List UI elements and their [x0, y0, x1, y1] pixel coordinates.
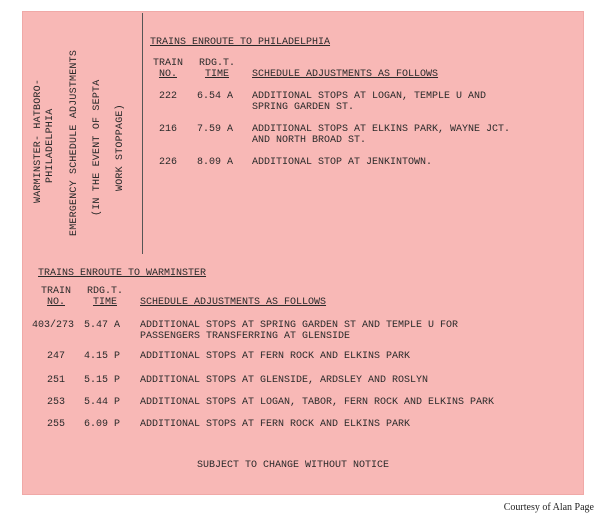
- footer-notice: SUBJECT TO CHANGE WITHOUT NOTICE: [197, 460, 390, 471]
- table-row-train: 216: [159, 124, 178, 135]
- side-title-line5: WORK STOPPAGE): [115, 104, 126, 191]
- table-row-time: 8.09 A: [197, 157, 234, 168]
- table-row-adjustment-cont: AND NORTH BROAD ST.: [252, 135, 367, 146]
- table-row-adjustment: ADDITIONAL STOPS AT SPRING GARDEN ST AND TEMPLE U FOR: [140, 320, 459, 331]
- table-row-train: 222: [159, 91, 178, 102]
- table-row-time: 5.15 P: [84, 375, 121, 386]
- side-title-line2: PHILADELPHIA: [45, 108, 56, 183]
- side-title-line4: (IN THE EVENT OF SEPTA: [92, 79, 103, 216]
- schedule-card: [22, 11, 584, 495]
- side-title-line1: WARMINSTER- HATBORO-: [33, 78, 44, 203]
- table-row-adjustment: ADDITIONAL STOPS AT GLENSIDE, ARDSLEY AND ROSLYN: [140, 375, 429, 386]
- table-row-time: 4.15 P: [84, 351, 121, 362]
- table-row-train: 226: [159, 157, 178, 168]
- philadelphia-col-time: RDG.T. TIME: [198, 58, 235, 80]
- warminster-col-train: TRAIN NO.: [40, 286, 71, 308]
- table-row-adjustment: ADDITIONAL STOP AT JENKINTOWN.: [252, 157, 433, 168]
- table-row-adjustment-cont: SPRING GARDEN ST.: [252, 102, 355, 113]
- table-row-train: 403/273: [32, 320, 75, 331]
- table-row-adjustment: ADDITIONAL STOPS AT LOGAN, TABOR, FERN ROCK AND ELKINS PARK: [140, 397, 495, 408]
- table-row-time: 5.44 P: [84, 397, 121, 408]
- table-row-adjustment: ADDITIONAL STOPS AT FERN ROCK AND ELKINS PARK: [140, 419, 411, 430]
- table-row-time: 5.47 A: [84, 320, 121, 331]
- table-row-time: 7.59 A: [197, 124, 234, 135]
- table-row-train: 251: [47, 375, 66, 386]
- table-row-adjustment: ADDITIONAL STOPS AT ELKINS PARK, WAYNE JCT.: [252, 124, 511, 135]
- table-row-time: 6.09 P: [84, 419, 121, 430]
- table-row-train: 255: [47, 419, 66, 430]
- philadelphia-section-title: TRAINS ENROUTE TO PHILADELPHIA: [150, 37, 331, 48]
- philadelphia-col-adjustments: SCHEDULE ADJUSTMENTS AS FOLLOWS: [252, 69, 439, 80]
- warminster-col-time: RDG.T. TIME: [86, 286, 123, 308]
- table-row-adjustment: ADDITIONAL STOPS AT LOGAN, TEMPLE U AND: [252, 91, 487, 102]
- table-row-train: 247: [47, 351, 66, 362]
- table-row-adjustment: ADDITIONAL STOPS AT FERN ROCK AND ELKINS PARK: [140, 351, 411, 362]
- warminster-col-adjustments: SCHEDULE ADJUSTMENTS AS FOLLOWS: [140, 297, 327, 308]
- warminster-section-title: TRAINS ENROUTE TO WARMINSTER: [38, 268, 207, 279]
- table-row-train: 253: [47, 397, 66, 408]
- table-row-adjustment-cont: PASSENGERS TRANSFERRING AT GLENSIDE: [140, 331, 351, 342]
- image-credit: Courtesy of Alan Page: [503, 502, 594, 513]
- side-title-line3: EMERGENCY SCHEDULE ADJUSTMENTS: [69, 49, 80, 236]
- table-row-time: 6.54 A: [197, 91, 234, 102]
- philadelphia-col-train: TRAIN NO.: [152, 58, 183, 80]
- vertical-divider: [142, 13, 143, 254]
